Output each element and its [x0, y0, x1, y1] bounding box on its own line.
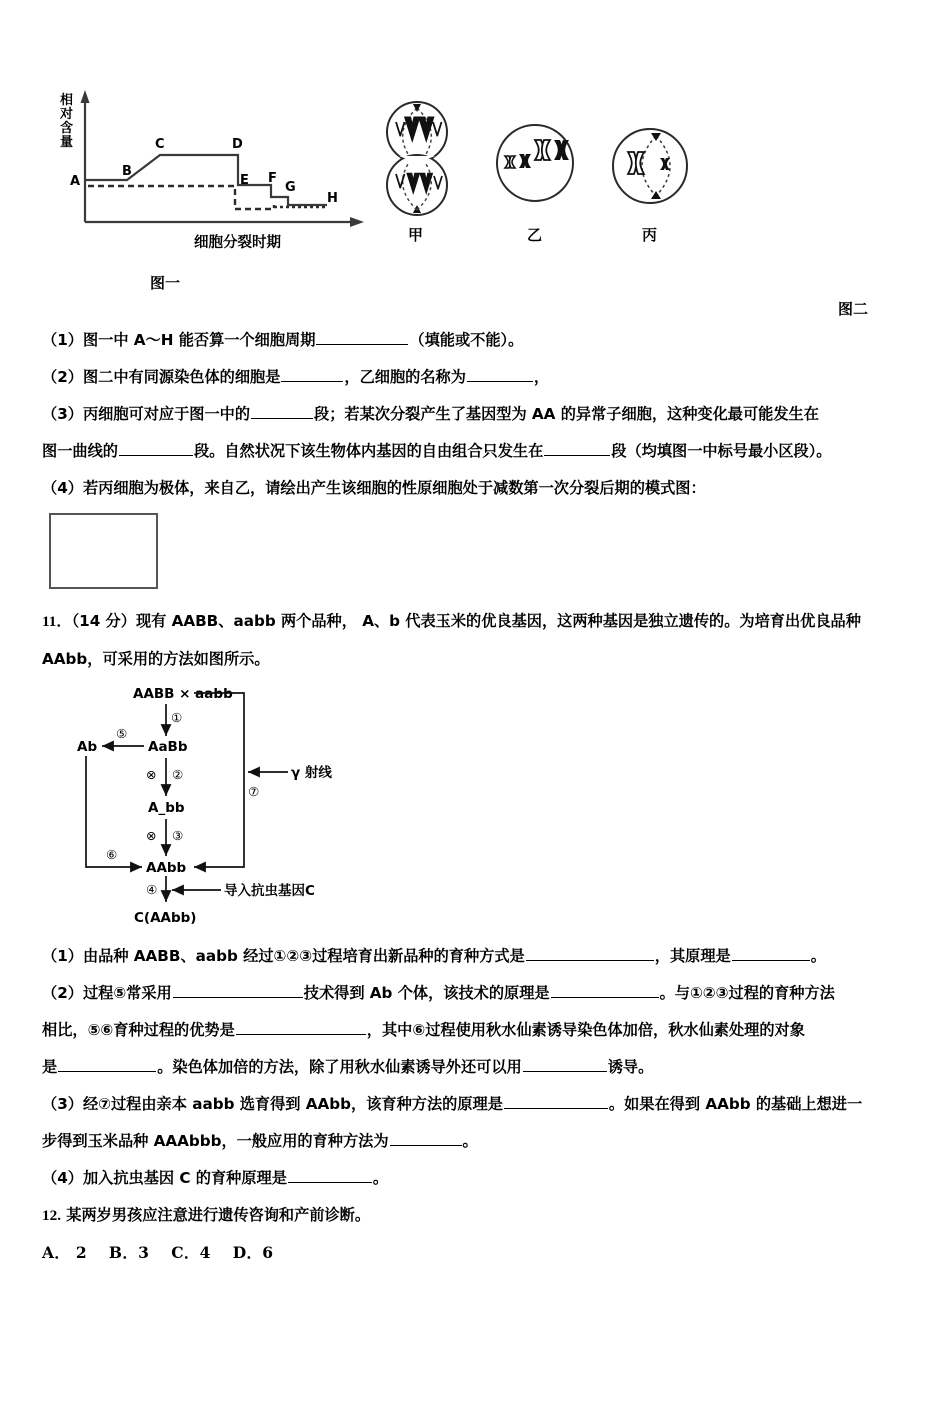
- q10-1-text-0: （1）图一中 A～H 能否算一个细胞周期: [42, 331, 316, 349]
- question12-option-2[interactable]: C．4: [171, 1243, 211, 1263]
- q11-2c-text-0: 是: [42, 1058, 58, 1077]
- flow-parents-label: AABB × aabb: [133, 686, 233, 703]
- q11-4-text-0: （4）加入抗虫基因 C 的育种原理是: [42, 1169, 287, 1188]
- q11-3b-text-0: 步得到玉米品种 AAAbbb，一般应用的育种方法为: [42, 1132, 389, 1151]
- q11-2c-text-2: 。染色体加倍的方法，除了用秋水仙素诱导外还可以用: [157, 1058, 522, 1077]
- figure-two-cells: [372, 90, 869, 318]
- q11-4-blank-1[interactable]: [288, 1168, 372, 1183]
- question10-items: [42, 328, 908, 500]
- q10-4-text-0: （4）若丙细胞为极体，来自乙，请绘出产生该细胞的性原细胞处于减数第一次分裂后期的模式图：: [42, 479, 706, 498]
- figure-one-graph: [42, 72, 392, 307]
- y-axis-label: 相 对 含 量: [60, 93, 74, 150]
- breeding-flowchart: [76, 684, 376, 936]
- q10-3a-blank-1[interactable]: [251, 404, 313, 419]
- figures-row: [42, 72, 908, 322]
- question12-stem: [42, 1203, 908, 1228]
- q10-3b-blank-1[interactable]: [119, 441, 193, 456]
- q11-3a-text-0: （3）经⑦过程由亲本 aabb 选育得到 AAbb，该育种方法的原理是: [42, 1095, 503, 1114]
- flow-target-label: AAbb: [146, 860, 187, 877]
- flow-step-4: ④: [146, 882, 158, 898]
- figure-two-svg: [372, 90, 712, 305]
- q10-3a-text-0: （3）丙细胞可对应于图一中的: [42, 405, 251, 424]
- flow-gamma-label: γ 射线: [291, 765, 332, 782]
- q10-4: [42, 476, 908, 500]
- q10-2-text-2: ，乙细胞的名称为: [344, 368, 466, 387]
- q10-3b-text-2: 段。自然状况下该生物体内基因的自由组合只发生在: [193, 442, 544, 461]
- flow-self-cross-2: ⊗: [146, 767, 157, 783]
- cell-label-yi: 乙: [527, 226, 543, 244]
- graph-point-label-C: C: [155, 137, 165, 152]
- flow-step-3: ③: [172, 828, 184, 844]
- graph-point-label-A: A: [70, 174, 81, 189]
- q10-1-text-2: （填能或不能）。: [409, 331, 524, 349]
- graph-point-label-H: H: [327, 191, 338, 206]
- flow-step-5: ⑤: [116, 726, 128, 742]
- exam-page: [0, 72, 950, 1416]
- question11-score: （14 分）: [71, 612, 136, 631]
- q11-1-text-2: ，其原理是: [654, 947, 731, 966]
- flow-transgene-label: 导入抗虫基因C: [224, 883, 315, 900]
- x-axis-label: 细胞分裂时期: [194, 235, 281, 251]
- flow-self-cross-3: ⊗: [146, 828, 157, 844]
- q11-1-blank-1[interactable]: [526, 946, 654, 961]
- q11-1-text-4: 。: [810, 947, 826, 966]
- question12-option-1[interactable]: B．3: [108, 1243, 150, 1263]
- question11-items: [42, 944, 908, 1190]
- question11-number: 11．: [42, 613, 72, 631]
- cell-bing: [613, 129, 687, 203]
- flow-haploid-label: Ab: [77, 739, 98, 756]
- figure-two-caption: 图二: [838, 300, 869, 318]
- q11-1-text-0: （1）由品种 AABB、aabb 经过①②③过程培育出新品种的育种方式是: [42, 947, 525, 966]
- q10-2-text-4: ，: [533, 368, 550, 387]
- graph-point-label-B: B: [122, 164, 132, 179]
- q11-3b-blank-1[interactable]: [390, 1131, 462, 1146]
- q10-1: [42, 328, 908, 352]
- graph-point-label-F: F: [268, 171, 277, 186]
- q10-2-blank-1[interactable]: [281, 367, 343, 382]
- q11-4-text-2: 。: [372, 1169, 389, 1188]
- q11-2c-blank-3[interactable]: [523, 1057, 607, 1072]
- question12-option-0[interactable]: A． 2: [42, 1243, 87, 1263]
- flow-f1-label: AaBb: [148, 739, 188, 756]
- flow-step-2: ②: [172, 767, 184, 783]
- q10-3b: [42, 439, 908, 463]
- q11-3a: [42, 1092, 908, 1116]
- breeding-flowchart-svg: [76, 684, 376, 936]
- graph-point-label-E: E: [240, 173, 249, 188]
- q11-2c-text-4: 诱导。: [607, 1058, 654, 1077]
- q11-1-blank-3[interactable]: [732, 946, 810, 961]
- figure-one-svg: [42, 72, 392, 307]
- q11-2a-text-0: （2）过程⑤常采用: [42, 984, 172, 1003]
- q10-3a: [42, 402, 908, 426]
- q10-1-blank-1[interactable]: [316, 330, 408, 345]
- q11-2b-blank-1[interactable]: [236, 1020, 366, 1035]
- flow-step-1: ①: [171, 710, 183, 726]
- q11-2c: [42, 1055, 908, 1079]
- q10-3a-text-2: 段；若某次分裂产生了基因型为 AA 的异常子细胞，这种变化最可能发生在: [314, 405, 819, 424]
- q11-2a-text-2: 技术得到 Ab 个体，该技术的原理是: [303, 984, 550, 1003]
- question11-stem-text1: 现有 AABB、aabb 两个品种， A、b 代表玉米的优良基因，这两种基因是独立遗传的。为培育出优良品种: [135, 612, 861, 631]
- q11-2b-text-0: 相比，⑤⑥育种过程的优势是: [42, 1021, 235, 1040]
- question12-options: [42, 1241, 908, 1263]
- q11-3a-text-2: 。如果在得到 AAbb 的基础上想进一: [608, 1095, 863, 1114]
- q11-2a-text-4: 。与①②③过程的育种方法: [659, 984, 835, 1003]
- q10-2-blank-3[interactable]: [467, 367, 533, 382]
- q11-3b-text-2: 。: [462, 1132, 478, 1151]
- graph-point-label-G: G: [285, 180, 296, 195]
- q11-2b-text-2: ，其中⑥过程使用秋水仙素诱导染色体加倍，秋水仙素处理的对象: [366, 1021, 805, 1040]
- cell-yi: [497, 125, 573, 201]
- question11-stem-line1: [42, 609, 908, 634]
- q11-2a: [42, 981, 908, 1005]
- q11-3b: [42, 1129, 908, 1153]
- flow-step-6: ⑥: [106, 847, 118, 863]
- question12-option-3[interactable]: D．6: [232, 1243, 274, 1263]
- q11-2a-blank-1[interactable]: [173, 983, 303, 998]
- drawing-answer-box[interactable]: [49, 513, 158, 589]
- q11-1: [42, 944, 908, 968]
- q11-4: [42, 1166, 908, 1190]
- q10-3b-text-0: 图一曲线的: [42, 442, 118, 461]
- q10-3b-text-4: 段（均填图一中标号最小区段）。: [611, 442, 832, 461]
- q11-2a-blank-3[interactable]: [551, 983, 659, 998]
- figure-one-caption: 图一: [150, 274, 181, 292]
- question12-number: 12.: [42, 1207, 61, 1225]
- q11-2b: [42, 1018, 908, 1042]
- q11-2c-blank-1[interactable]: [58, 1057, 156, 1072]
- flow-step-7: ⑦: [248, 784, 260, 800]
- question11-stem-line2: AAbb，可采用的方法如图所示。: [42, 650, 270, 669]
- question12-stem-text: 某两岁男孩应注意进行遗传咨询和产前诊断。: [66, 1206, 371, 1225]
- question11-stem: [42, 609, 908, 671]
- q11-3a-blank-1[interactable]: [504, 1094, 608, 1109]
- q10-2: [42, 365, 908, 389]
- q10-3b-blank-3[interactable]: [544, 441, 610, 456]
- graph-point-label-D: D: [232, 137, 243, 152]
- cell-label-jia: 甲: [408, 226, 424, 244]
- q10-2-text-0: （2）图二中有同源染色体的细胞是: [42, 368, 281, 387]
- flow-f2-label: A_bb: [148, 800, 185, 817]
- flow-product-label: C(AAbb): [134, 910, 197, 927]
- cell-jia: [387, 100, 447, 215]
- cell-label-bing: 丙: [642, 226, 658, 244]
